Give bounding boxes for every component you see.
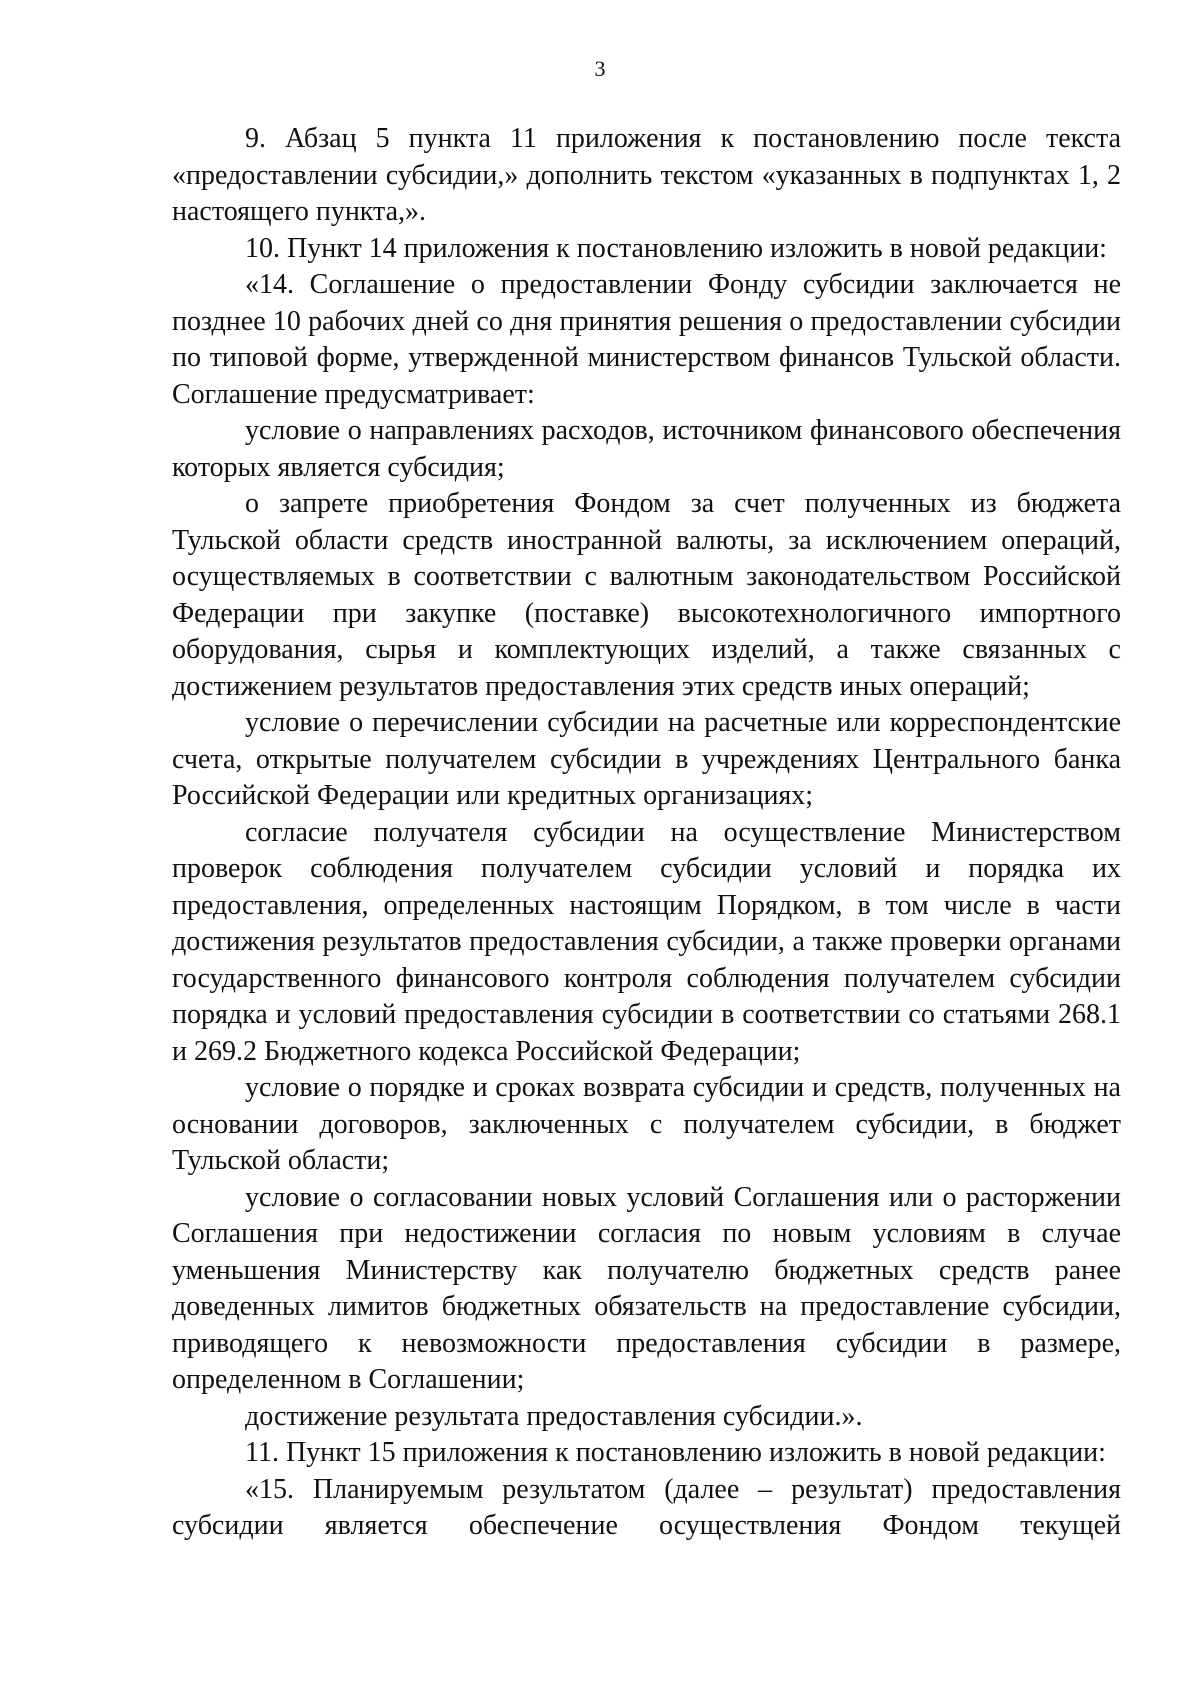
paragraph-inspection-consent: согласие получателя субсидии на осуществление Министерством проверок соблюдения получателем субсидии условий и порядка их предоставления, определенных настоящим Порядком, в том числе в части достижения результатов предоставления субсидии, а также проверки органами государственного финансового контроля соблюдения получателем субсидии порядка и условий предоставления субсидии в соответствии со статьями 268.1 и 269.2 Бюджетного кодекса Российской Федерации; — [172, 816, 1121, 1067]
paragraph-result-achievement: достижение результата предоставления субсидии.». — [245, 1400, 863, 1432]
page-number: 3 — [594, 56, 606, 81]
paragraph-clause-15: «15. Планируемым результатом (далее – результат) предоставления субсидии является обеспечение осуществления Фондом текущей — [172, 1473, 1121, 1541]
paragraph-transfer-accounts: условие о перечислении субсидии на расчетные или корреспондентские счета, открытые получателем субсидии в учреждениях Центрального банка Российской Федерации или кредитных организациях; — [172, 707, 1121, 811]
paragraph-expense-directions: условие о направлениях расходов, источником финансового обеспечения которых является субсидия; — [172, 415, 1121, 483]
paragraph-item-11: 11. Пункт 15 приложения к постановлению изложить в новой редакции: — [245, 1437, 1106, 1468]
paragraph-refund-terms: условие о порядке и сроках возврата субсидии и средств, полученных на основании договоров, заключенных с получателем субсидии, в бюджет Тульской области; — [172, 1072, 1121, 1176]
paragraph-currency-ban: о запрете приобретения Фондом за счет полученных из бюджета Тульской области средств иностранной валюты, за исключением операций, осуществляемых в соответствии с валютным законодательством Российской Федерации при закупке (поставке) высокотехнологичного импортного оборудования, сырья и комплектующих изделий, а также связанных с достижением результатов предоставления этих средств иных операций; — [172, 488, 1121, 702]
paragraph-clause-14: «14. Соглашение о предоставлении Фонду субсидии заключается не позднее 10 рабочих дней со дня принятия решения о предоставлении субсидии по типовой форме, утвержденной министерством финансов Тульской области. Соглашение предусматривает: — [172, 269, 1121, 410]
paragraph-item-10: 10. Пункт 14 приложения к постановлению изложить в новой редакции: — [245, 232, 1107, 264]
paragraph-agreement-terms: условие о согласовании новых условий Соглашения или о расторжении Соглашения при недостижении согласия по новым условиям в случае уменьшения Министерству как получателю бюджетных средств ранее доведенных лимитов бюджетных обязательств на предоставление субсидии, приводящего к невозможности предоставления субсидии в размере, определенном в Соглашении; — [172, 1181, 1121, 1395]
document-body — [172, 121, 1121, 1545]
paragraph-item-9: 9. Абзац 5 пункта 11 приложения к постановлению после текста «предоставлении субсидии,» дополнить текстом «указанных в подпунктах 1, 2 настоящего пункта,». — [172, 123, 1121, 227]
